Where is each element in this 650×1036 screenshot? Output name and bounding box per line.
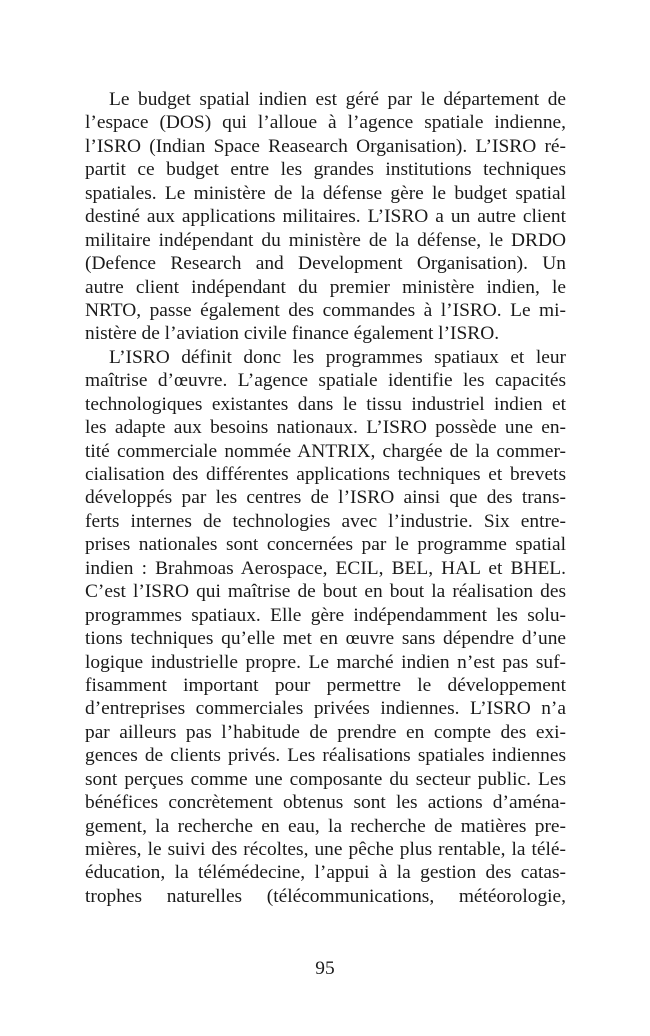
text-line: gement, la recherche en eau, la recherche de matières pre- xyxy=(85,815,566,837)
text-line: prises nationales sont concernées par le programme spatial xyxy=(85,534,566,556)
page-number: 95 xyxy=(315,958,335,979)
text-line: tions techniques qu’elle met en œuvre sans dépendre d’une xyxy=(85,628,566,650)
text-line: militaire indépendant du ministère de la défense, le DRDO xyxy=(85,229,566,251)
text-line: tité commerciale nommée ANTRIX, chargée de la commer- xyxy=(85,440,566,462)
text-line: partit ce budget entre les grandes institutions techniques xyxy=(85,159,566,181)
text-line: NRTO, passe également des commandes à l’ISRO. Le mi- xyxy=(85,299,566,321)
text-line: développés par les centres de l’ISRO ainsi que des trans- xyxy=(85,487,566,509)
text-line: programmes spatiaux. Elle gère indépendamment les solu- xyxy=(85,604,566,626)
text-line: fisamment important pour permettre le développement xyxy=(85,674,566,696)
text-line: indien : Brahmoas Aerospace, ECIL, BEL, HAL et BHEL. xyxy=(85,557,566,579)
paragraph xyxy=(85,346,566,909)
text-line: trophes naturelles (télécommunications, météorologie, xyxy=(85,885,566,907)
text-line: cialisation des différentes applications techniques et brevets xyxy=(85,464,566,485)
text-line: sont perçues comme une composante du secteur public. Les xyxy=(85,768,566,790)
text-line: logique industrielle propre. Le marché indien n’est pas suf- xyxy=(85,651,566,673)
text-line: éducation, la télémédecine, l’appui à la gestion des catas- xyxy=(85,862,566,884)
text-line: (Defence Research and Development Organisation). Un xyxy=(85,253,566,275)
text-line: destiné aux applications militaires. L’ISRO a un autre client xyxy=(85,206,566,228)
body-text xyxy=(85,88,566,908)
text-line: maîtrise d’œuvre. L’agence spatiale identifie les capacités xyxy=(85,370,566,392)
text-line: gences de clients privés. Les réalisations spatiales indiennes xyxy=(85,745,566,767)
text-line: bénéfices concrètement obtenus sont les actions d’aména- xyxy=(85,792,566,814)
text-line: mières, le suivi des récoltes, une pêche plus rentable, la télé- xyxy=(85,839,566,860)
text-line: Le budget spatial indien est géré par le département de xyxy=(109,89,566,110)
text-line: spatiales. Le ministère de la défense gère le budget spatial xyxy=(85,182,566,204)
text-line: nistère de l’aviation civile finance également l’ISRO. xyxy=(85,323,500,345)
text-line: technologiques existantes dans le tissu industriel indien et xyxy=(85,393,566,415)
text-line: autre client indépendant du premier ministère indien, le xyxy=(85,276,566,298)
paragraph xyxy=(85,88,566,346)
text-line: d’entreprises commerciales privées indiennes. L’ISRO n’a xyxy=(85,698,566,720)
text-line: par ailleurs pas l’habitude de prendre en compte des exi- xyxy=(85,721,566,743)
text-line: les adapte aux besoins nationaux. L’ISRO possède une en- xyxy=(85,417,566,439)
text-line: ferts internes de technologies avec l’industrie. Six entre- xyxy=(85,510,566,532)
text-line: l’espace (DOS) qui l’alloue à l’agence spatiale indienne, xyxy=(85,112,566,134)
text-line: C’est l’ISRO qui maîtrise de bout en bout la réalisation des xyxy=(85,581,566,603)
text-line: l’ISRO (Indian Space Reasearch Organisation). L’ISRO ré- xyxy=(85,135,566,157)
text-line: L’ISRO définit donc les programmes spatiaux et leur xyxy=(109,346,566,368)
